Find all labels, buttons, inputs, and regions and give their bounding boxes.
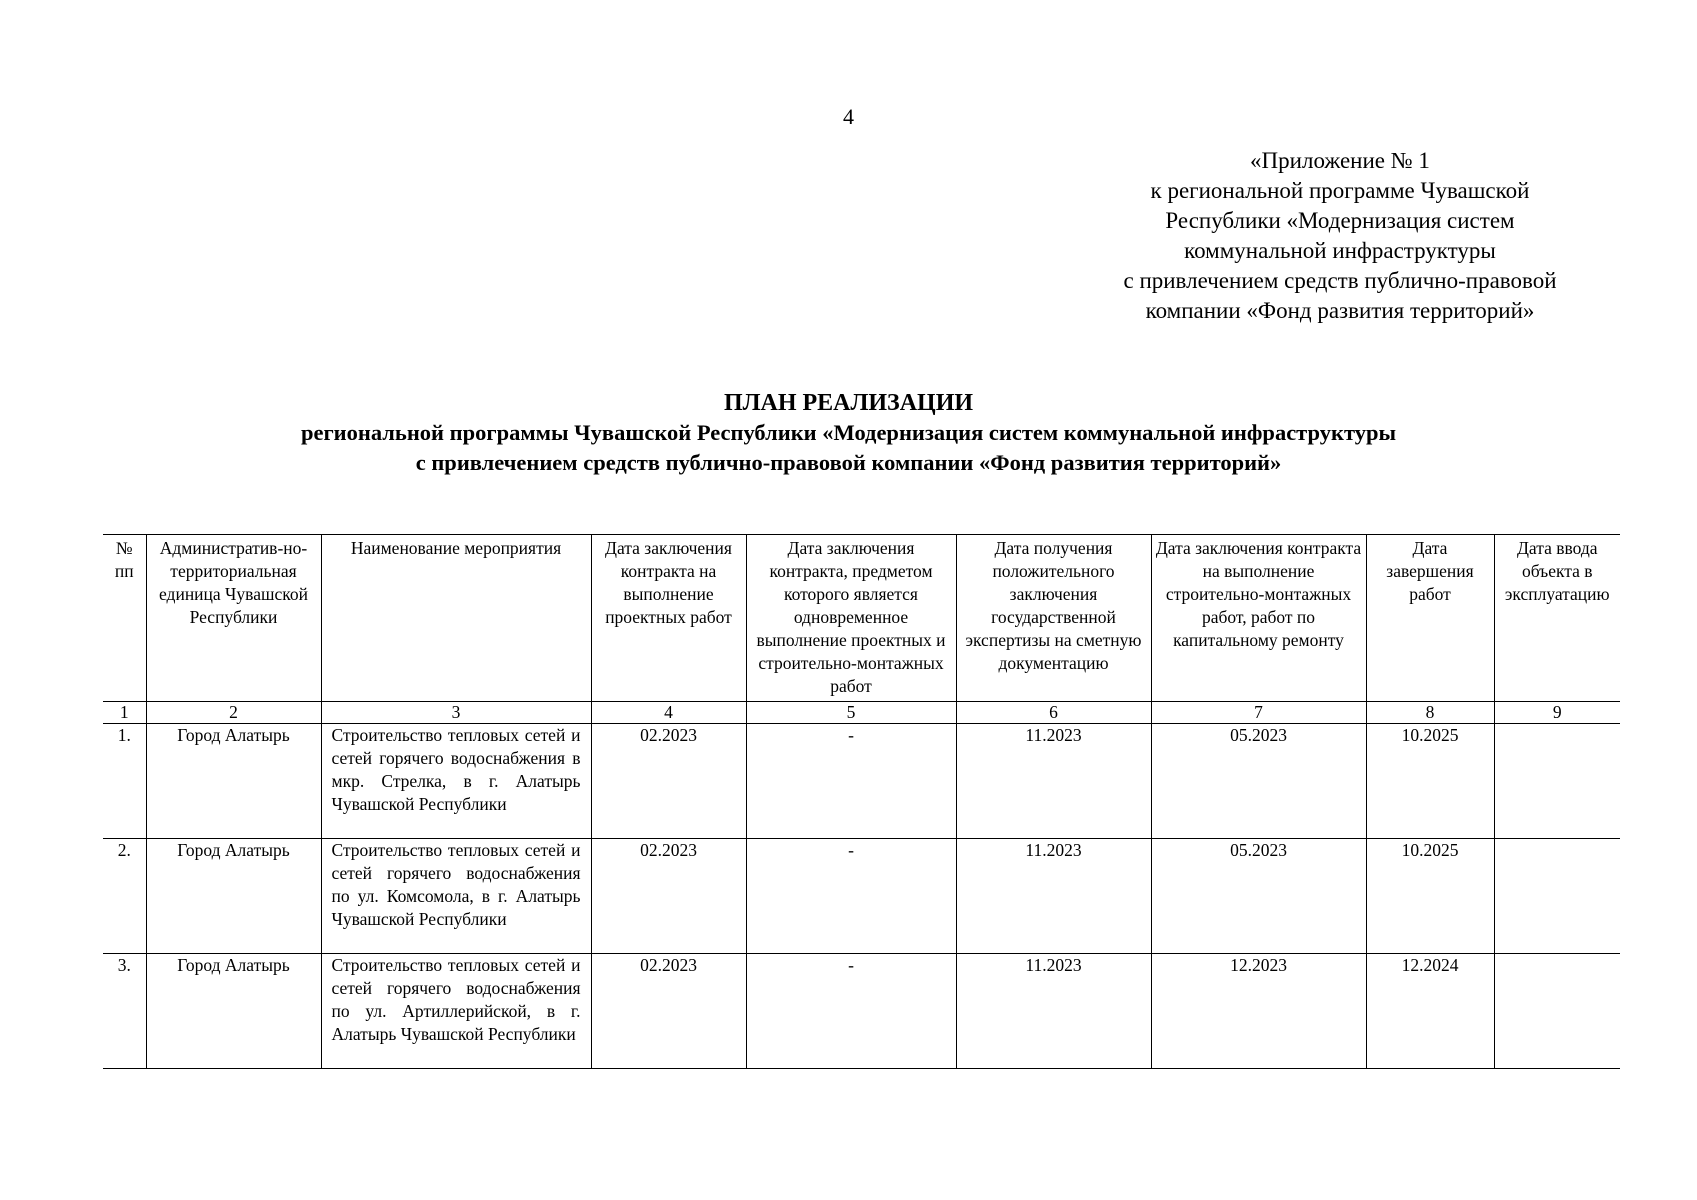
row-commissioning-date [1494,954,1620,1069]
row-admin-unit: Город Алатырь [146,839,321,954]
row-event-name: Строительство тепловых сетей и сетей горячего водоснабжения в мкр. Стрелка, в г. Алатырь Чувашской Республики [321,724,591,839]
row-design-contract-date: 02.2023 [591,954,746,1069]
row-number: 2. [103,839,146,954]
column-number-row [103,702,1620,724]
header-completion-date: Дата завершения работ [1366,535,1494,702]
row-number: 1. [103,724,146,839]
column-number: 4 [591,702,746,724]
appendix-block [1060,146,1620,326]
row-construction-contract-date: 12.2023 [1151,954,1366,1069]
row-commissioning-date [1494,724,1620,839]
title-main: ПЛАН РЕАЛИЗАЦИИ [723,390,974,416]
appendix-line: компании «Фонд развития территорий» [1145,298,1535,323]
column-number: 9 [1494,702,1620,724]
row-combined-contract-date: - [746,954,956,1069]
title-subtitle-line-2: с привлечением средств публично-правовой компании «Фонд развития территорий» [415,450,1282,475]
row-commissioning-date [1494,839,1620,954]
table-row [103,724,1620,839]
row-completion-date: 10.2025 [1366,724,1494,839]
row-number: 3. [103,954,146,1069]
row-completion-date: 12.2024 [1366,954,1494,1069]
appendix-line: коммунальной инфраструктуры [1184,238,1496,263]
row-expertise-date: 11.2023 [956,724,1151,839]
document-title [0,388,1697,478]
page-number: 4 [843,104,854,129]
appendix-line: с привлечением средств публично-правовой [1123,268,1557,293]
column-number: 1 [103,702,146,724]
header-construction-contract-date: Дата заключения контракта на выполнение строительно-монтажных работ, работ по капитальному ремонту [1151,535,1366,702]
header-commissioning-date: Дата ввода объекта в эксплуатацию [1494,535,1620,702]
title-subtitle-line-1: региональной программы Чувашской Республики «Модернизация систем коммунальной инфраструктуры [300,420,1397,445]
table-row [103,839,1620,954]
row-expertise-date: 11.2023 [956,954,1151,1069]
header-admin-unit: Административ-но-территориальная единица Чувашской Республики [146,535,321,702]
table-row [103,954,1620,1069]
column-number: 3 [321,702,591,724]
column-number: 8 [1366,702,1494,724]
row-combined-contract-date: - [746,839,956,954]
row-event-name: Строительство тепловых сетей и сетей горячего водоснабжения по ул. Артиллерийской, в г. Алатырь Чувашской Республики [321,954,591,1069]
header-number: № пп [103,535,146,702]
appendix-line: Республики «Модернизация систем [1165,208,1515,233]
table-header-row [103,535,1620,702]
column-number: 7 [1151,702,1366,724]
row-completion-date: 10.2025 [1366,839,1494,954]
implementation-plan-table [103,534,1620,1069]
header-combined-contract-date: Дата заключения контракта, предметом которого является одновременное выполнение проектных и строительно-монтажных работ [746,535,956,702]
row-construction-contract-date: 05.2023 [1151,724,1366,839]
header-expertise-date: Дата получения положительного заключения государственной экспертизы на сметную документацию [956,535,1151,702]
appendix-line: к региональной программе Чувашской [1150,178,1530,203]
header-event-name: Наименование мероприятия [321,535,591,702]
row-design-contract-date: 02.2023 [591,839,746,954]
row-construction-contract-date: 05.2023 [1151,839,1366,954]
row-combined-contract-date: - [746,724,956,839]
header-design-contract-date: Дата заключения контракта на выполнение проектных работ [591,535,746,702]
row-event-name: Строительство тепловых сетей и сетей горячего водоснабжения по ул. Комсомола, в г. Алатырь Чувашской Республики [321,839,591,954]
column-number: 6 [956,702,1151,724]
row-design-contract-date: 02.2023 [591,724,746,839]
row-expertise-date: 11.2023 [956,839,1151,954]
column-number: 5 [746,702,956,724]
row-admin-unit: Город Алатырь [146,724,321,839]
row-admin-unit: Город Алатырь [146,954,321,1069]
appendix-line: «Приложение № 1 [1250,148,1430,173]
column-number: 2 [146,702,321,724]
